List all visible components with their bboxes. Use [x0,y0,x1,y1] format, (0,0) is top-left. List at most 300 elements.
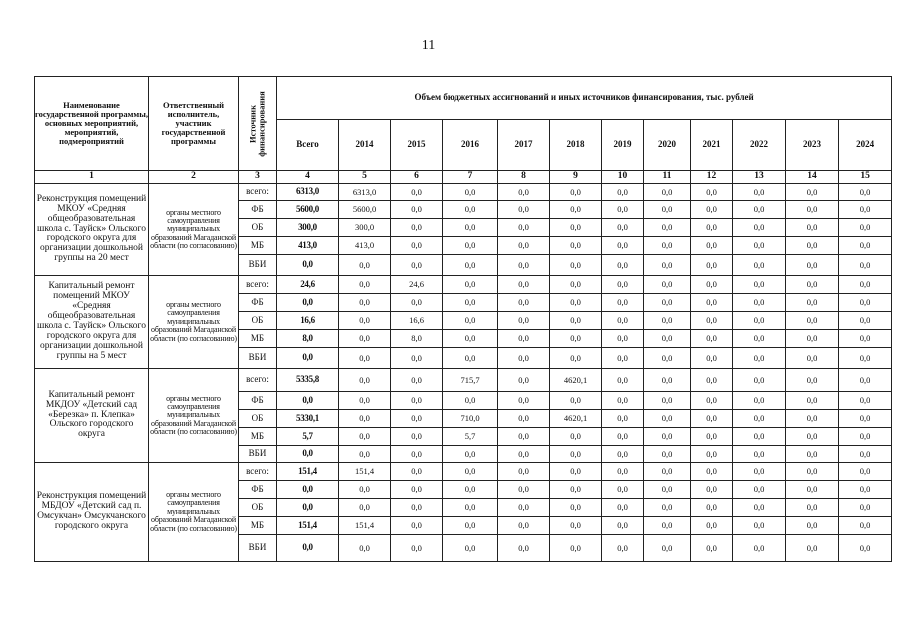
funding-value: 0,0 [733,330,786,348]
funding-value: 0,0 [498,499,550,517]
funding-value: 0,0 [498,517,550,535]
funding-value: 0,0 [839,330,892,348]
funding-value: 0,0 [391,219,443,237]
funding-value: 0,0 [644,201,691,219]
funding-value: 0,0 [691,201,733,219]
funding-value: 0,0 [839,201,892,219]
funding-source: ОБ [239,410,277,428]
project-name: Реконструкция помещений МКОУ «Средняя общеобразовательная школа с. Тауйск» Ольского городского округа для организации дошкольной группы на 20 мест [35,184,149,276]
funding-value: 0,0 [602,312,644,330]
funding-value: 0,0 [691,237,733,255]
funding-value: 0,0 [839,517,892,535]
funding-value: 0,0 [786,255,839,276]
funding-value: 0,0 [786,392,839,410]
funding-value: 0,0 [644,535,691,562]
funding-value: 0,0 [602,276,644,294]
funding-value: 0,0 [498,392,550,410]
funding-value: 0,0 [786,499,839,517]
funding-value: 0,0 [733,463,786,481]
column-number: 3 [239,171,277,184]
funding-value: 0,0 [602,428,644,446]
funding-total: 0,0 [277,481,339,499]
header-source-line1: Источник [247,104,258,143]
funding-value: 0,0 [691,330,733,348]
funding-value: 0,0 [550,348,602,369]
column-number: 11 [644,171,691,184]
funding-value: 0,0 [443,330,498,348]
funding-value: 0,0 [339,369,391,392]
funding-value: 0,0 [644,219,691,237]
project-responsible: органы местного самоуправления муниципальных образований Магаданской области (по согласованию) [149,463,239,562]
header-year: 2015 [391,120,443,171]
funding-value: 300,0 [339,219,391,237]
funding-source: МБ [239,428,277,446]
funding-value: 0,0 [691,294,733,312]
funding-value: 0,0 [602,184,644,201]
funding-value: 0,0 [550,294,602,312]
funding-value: 0,0 [443,294,498,312]
funding-value: 0,0 [498,369,550,392]
funding-value: 0,0 [391,294,443,312]
funding-value: 0,0 [691,255,733,276]
funding-value: 0,0 [839,312,892,330]
funding-value: 0,0 [733,201,786,219]
funding-value: 0,0 [786,410,839,428]
funding-value: 0,0 [443,312,498,330]
table-row [35,369,892,392]
funding-value: 0,0 [644,330,691,348]
funding-value: 0,0 [602,348,644,369]
funding-value: 0,0 [691,428,733,446]
funding-value: 0,0 [391,428,443,446]
funding-value: 0,0 [786,201,839,219]
header-source [239,77,277,171]
funding-value: 0,0 [691,535,733,562]
header-total: Всего [277,120,339,171]
funding-value: 0,0 [498,348,550,369]
header-name: Наименование государственной программы, основных мероприятий, мероприятий, подмероприятий [35,77,149,171]
funding-value: 0,0 [839,392,892,410]
funding-total: 6313,0 [277,184,339,201]
funding-value: 0,0 [602,481,644,499]
funding-value: 0,0 [602,535,644,562]
funding-value: 0,0 [602,330,644,348]
funding-value: 0,0 [644,294,691,312]
funding-value: 0,0 [733,312,786,330]
funding-value: 0,0 [786,294,839,312]
funding-value: 0,0 [550,392,602,410]
funding-value: 0,0 [602,219,644,237]
funding-value: 0,0 [339,276,391,294]
funding-value: 0,0 [691,276,733,294]
funding-value: 0,0 [550,201,602,219]
funding-value: 0,0 [550,428,602,446]
funding-value: 0,0 [391,237,443,255]
funding-source: ВБИ [239,535,277,562]
funding-value: 0,0 [391,369,443,392]
funding-value: 0,0 [644,446,691,463]
funding-value: 0,0 [691,463,733,481]
funding-value: 8,0 [391,330,443,348]
funding-value: 0,0 [786,446,839,463]
funding-value: 0,0 [498,330,550,348]
funding-value: 0,0 [691,392,733,410]
funding-value: 0,0 [733,481,786,499]
funding-value: 0,0 [498,410,550,428]
funding-value: 0,0 [602,517,644,535]
funding-value: 5,7 [443,428,498,446]
funding-value: 0,0 [839,294,892,312]
funding-value: 0,0 [839,481,892,499]
funding-value: 0,0 [644,428,691,446]
funding-value: 0,0 [339,392,391,410]
funding-source: ФБ [239,201,277,219]
header-year: 2014 [339,120,391,171]
funding-value: 0,0 [786,330,839,348]
funding-total: 151,4 [277,517,339,535]
column-number: 7 [443,171,498,184]
funding-value: 0,0 [644,392,691,410]
funding-value: 0,0 [733,410,786,428]
funding-value: 0,0 [602,255,644,276]
funding-source: всего: [239,369,277,392]
column-number: 12 [691,171,733,184]
funding-value: 0,0 [443,499,498,517]
funding-source: ОБ [239,219,277,237]
funding-value: 0,0 [391,184,443,201]
funding-value: 0,0 [602,392,644,410]
header-year: 2016 [443,120,498,171]
column-number: 14 [786,171,839,184]
budget-table [34,76,892,562]
funding-value: 0,0 [498,446,550,463]
project-name: Капитальный ремонт помещений МКОУ «Средняя общеобразовательная школа с. Тауйск» Ольского городского округа для организации дошкольной группы на 5 мест [35,276,149,369]
funding-value: 0,0 [443,255,498,276]
funding-value: 0,0 [602,237,644,255]
funding-value: 0,0 [644,463,691,481]
funding-value: 0,0 [691,312,733,330]
funding-value: 0,0 [339,312,391,330]
funding-value: 6313,0 [339,184,391,201]
table-row [35,463,892,481]
funding-total: 5600,0 [277,201,339,219]
header-year: 2024 [839,120,892,171]
funding-value: 0,0 [733,428,786,446]
funding-value: 710,0 [443,410,498,428]
header-responsible: Ответственный исполнитель, участник государственной программы [149,77,239,171]
funding-value: 0,0 [443,276,498,294]
funding-value: 0,0 [839,276,892,294]
funding-value: 0,0 [602,499,644,517]
funding-value: 0,0 [691,481,733,499]
column-number: 8 [498,171,550,184]
column-number: 13 [733,171,786,184]
funding-total: 0,0 [277,255,339,276]
header-source-line2: финансирования [256,90,267,157]
funding-value: 0,0 [691,499,733,517]
funding-value: 0,0 [443,481,498,499]
funding-value: 0,0 [550,219,602,237]
funding-total: 413,0 [277,237,339,255]
funding-value: 0,0 [391,463,443,481]
funding-total: 0,0 [277,348,339,369]
funding-value: 0,0 [786,463,839,481]
funding-value: 0,0 [733,294,786,312]
funding-value: 0,0 [391,446,443,463]
funding-value: 0,0 [733,184,786,201]
header-year: 2023 [786,120,839,171]
funding-value: 0,0 [733,255,786,276]
funding-value: 0,0 [602,463,644,481]
funding-value: 4620,1 [550,369,602,392]
funding-value: 0,0 [602,410,644,428]
funding-source: МБ [239,517,277,535]
funding-value: 0,0 [786,517,839,535]
funding-value: 0,0 [550,255,602,276]
funding-value: 0,0 [391,535,443,562]
funding-value: 0,0 [339,255,391,276]
funding-value: 0,0 [443,219,498,237]
funding-total: 5330,1 [277,410,339,428]
funding-value: 0,0 [644,499,691,517]
funding-value: 0,0 [644,348,691,369]
funding-source: ВБИ [239,446,277,463]
funding-value: 0,0 [498,219,550,237]
funding-value: 0,0 [498,255,550,276]
header-year: 2022 [733,120,786,171]
funding-value: 0,0 [839,463,892,481]
funding-value: 0,0 [443,237,498,255]
funding-value: 0,0 [644,184,691,201]
funding-value: 0,0 [550,276,602,294]
funding-value: 0,0 [498,312,550,330]
funding-value: 0,0 [550,446,602,463]
column-number: 5 [339,171,391,184]
column-number: 2 [149,171,239,184]
funding-value: 0,0 [498,428,550,446]
funding-total: 5335,8 [277,369,339,392]
funding-source: ФБ [239,294,277,312]
funding-value: 0,0 [733,517,786,535]
funding-total: 16,6 [277,312,339,330]
column-number: 9 [550,171,602,184]
funding-value: 0,0 [644,312,691,330]
funding-value: 0,0 [339,348,391,369]
column-number: 15 [839,171,892,184]
funding-value: 16,6 [391,312,443,330]
funding-value: 0,0 [691,219,733,237]
funding-value: 0,0 [602,294,644,312]
funding-value: 0,0 [443,392,498,410]
funding-source: всего: [239,184,277,201]
header-year: 2019 [602,120,644,171]
funding-value: 0,0 [691,184,733,201]
funding-total: 5,7 [277,428,339,446]
funding-total: 151,4 [277,463,339,481]
funding-value: 0,0 [839,410,892,428]
funding-value: 0,0 [839,255,892,276]
funding-value: 0,0 [602,369,644,392]
funding-value: 0,0 [443,463,498,481]
funding-value: 0,0 [339,428,391,446]
funding-value: 0,0 [644,255,691,276]
funding-source: ФБ [239,392,277,410]
funding-value: 715,7 [443,369,498,392]
funding-value: 0,0 [550,312,602,330]
project-responsible: органы местного самоуправления муниципальных образований Магаданской области (по согласованию) [149,184,239,276]
funding-value: 0,0 [391,499,443,517]
column-number: 1 [35,171,149,184]
funding-value: 0,0 [498,463,550,481]
funding-value: 0,0 [733,535,786,562]
funding-value: 0,0 [839,369,892,392]
funding-value: 413,0 [339,237,391,255]
funding-source: ВБИ [239,255,277,276]
funding-value: 0,0 [443,184,498,201]
funding-value: 0,0 [339,294,391,312]
funding-value: 0,0 [644,517,691,535]
funding-value: 0,0 [644,369,691,392]
funding-value: 0,0 [644,410,691,428]
funding-value: 0,0 [839,237,892,255]
header-year: 2017 [498,120,550,171]
funding-value: 0,0 [339,330,391,348]
funding-value: 0,0 [644,481,691,499]
funding-value: 0,0 [602,201,644,219]
funding-value: 0,0 [839,348,892,369]
funding-value: 0,0 [550,463,602,481]
funding-source: МБ [239,237,277,255]
funding-total: 300,0 [277,219,339,237]
funding-value: 151,4 [339,463,391,481]
funding-value: 0,0 [391,255,443,276]
funding-value: 0,0 [786,219,839,237]
funding-total: 0,0 [277,535,339,562]
project-responsible: органы местного самоуправления муниципальных образований Магаданской области (по согласованию) [149,369,239,463]
funding-value: 0,0 [733,446,786,463]
header-funding-title: Объем бюджетных ассигнований и иных источников финансирования, тыс. рублей [277,77,892,120]
table-row [35,276,892,294]
funding-value: 0,0 [391,410,443,428]
column-number: 10 [602,171,644,184]
table-row [35,184,892,201]
funding-value: 0,0 [786,348,839,369]
funding-value: 0,0 [550,499,602,517]
funding-value: 0,0 [644,276,691,294]
funding-value: 0,0 [498,237,550,255]
funding-value: 0,0 [733,369,786,392]
funding-value: 0,0 [839,219,892,237]
funding-value: 0,0 [839,446,892,463]
funding-value: 0,0 [339,535,391,562]
funding-value: 151,4 [339,517,391,535]
header-year: 2021 [691,120,733,171]
funding-value: 0,0 [733,219,786,237]
column-number: 4 [277,171,339,184]
funding-source: ВБИ [239,348,277,369]
page-number: 11 [421,38,436,53]
funding-total: 0,0 [277,499,339,517]
funding-value: 0,0 [691,446,733,463]
funding-value: 0,0 [443,517,498,535]
funding-value: 0,0 [786,276,839,294]
funding-value: 0,0 [691,517,733,535]
funding-source: всего: [239,276,277,294]
funding-value: 0,0 [550,237,602,255]
funding-value: 0,0 [339,481,391,499]
funding-value: 0,0 [498,294,550,312]
funding-value: 0,0 [550,330,602,348]
funding-total: 0,0 [277,392,339,410]
funding-value: 0,0 [443,348,498,369]
header-year: 2018 [550,120,602,171]
funding-total: 24,6 [277,276,339,294]
funding-value: 0,0 [391,201,443,219]
funding-value: 0,0 [691,348,733,369]
funding-value: 0,0 [498,276,550,294]
funding-value: 0,0 [550,481,602,499]
project-name: Реконструкция помещений МБДОУ «Детский сад п. Омсукчан» Омсукчанского городского округа [35,463,149,562]
funding-value: 0,0 [839,428,892,446]
funding-value: 0,0 [733,392,786,410]
funding-value: 0,0 [391,481,443,499]
funding-value: 0,0 [391,517,443,535]
funding-value: 0,0 [839,535,892,562]
funding-value: 0,0 [550,517,602,535]
funding-value: 0,0 [498,184,550,201]
funding-value: 4620,1 [550,410,602,428]
funding-value: 0,0 [443,446,498,463]
funding-value: 0,0 [498,201,550,219]
funding-value: 0,0 [644,237,691,255]
project-name: Капитальный ремонт МКДОУ «Детский сад «Березка» п. Клепка» Ольского городского округа [35,369,149,463]
funding-value: 0,0 [550,184,602,201]
funding-total: 8,0 [277,330,339,348]
funding-value: 0,0 [786,428,839,446]
funding-source: всего: [239,463,277,481]
funding-source: МБ [239,330,277,348]
funding-value: 0,0 [733,276,786,294]
funding-value: 5600,0 [339,201,391,219]
funding-value: 0,0 [786,481,839,499]
header-year: 2020 [644,120,691,171]
funding-source: ОБ [239,499,277,517]
funding-value: 0,0 [691,369,733,392]
funding-value: 0,0 [443,535,498,562]
funding-value: 0,0 [786,237,839,255]
funding-value: 0,0 [602,446,644,463]
project-responsible: органы местного самоуправления муниципальных образований Магаданской области (по согласованию) [149,276,239,369]
funding-value: 0,0 [786,312,839,330]
funding-value: 0,0 [498,535,550,562]
funding-value: 0,0 [786,184,839,201]
funding-value: 0,0 [839,499,892,517]
funding-value: 0,0 [339,499,391,517]
funding-value: 0,0 [498,481,550,499]
funding-value: 24,6 [391,276,443,294]
funding-value: 0,0 [339,446,391,463]
funding-value: 0,0 [733,237,786,255]
funding-total: 0,0 [277,294,339,312]
funding-value: 0,0 [691,410,733,428]
funding-value: 0,0 [391,392,443,410]
funding-value: 0,0 [733,348,786,369]
funding-source: ОБ [239,312,277,330]
funding-value: 0,0 [391,348,443,369]
funding-total: 0,0 [277,446,339,463]
column-number: 6 [391,171,443,184]
funding-value: 0,0 [839,184,892,201]
